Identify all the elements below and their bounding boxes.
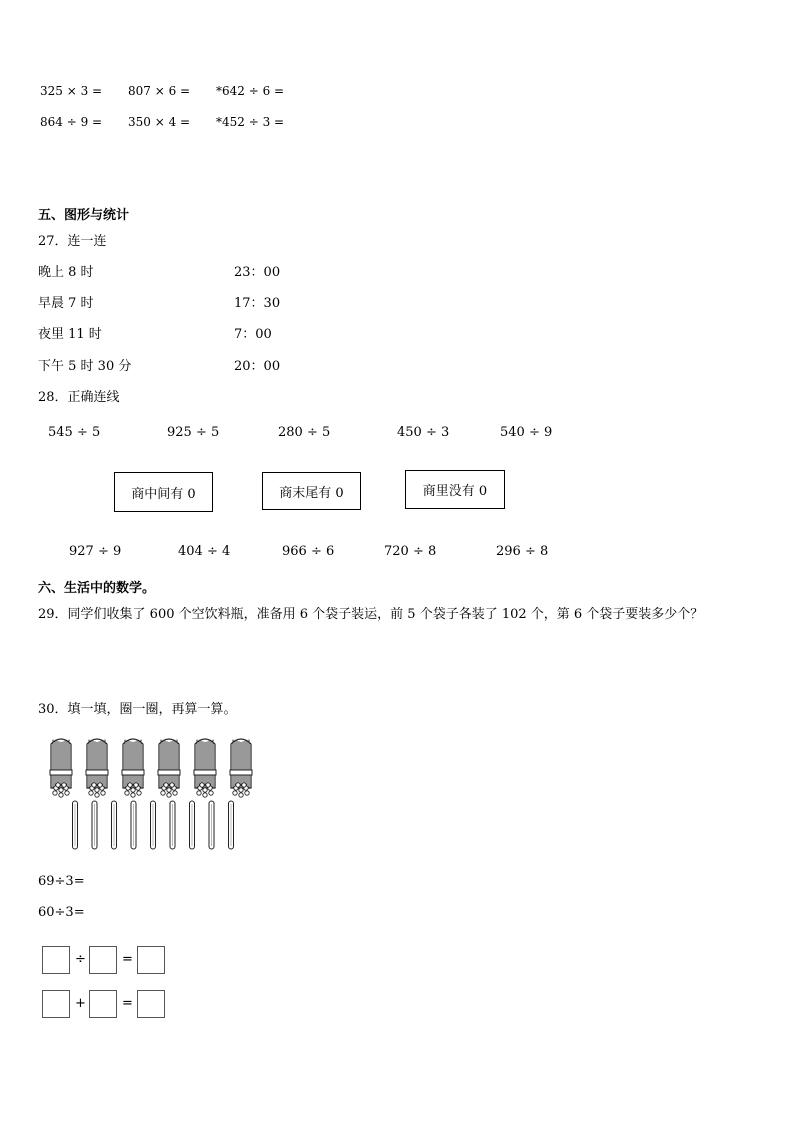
division-expression[interactable]: 545 ÷ 5 bbox=[48, 425, 101, 440]
division-expression[interactable]: 540 ÷ 9 bbox=[500, 425, 553, 440]
match-item[interactable]: 晚上 8 时 bbox=[38, 265, 94, 280]
division-expression[interactable]: 925 ÷ 5 bbox=[167, 425, 220, 440]
answer-box[interactable] bbox=[89, 946, 117, 974]
calc-item: 350 × 4 = bbox=[128, 115, 191, 129]
match-item[interactable]: 下午 5 时 30 分 bbox=[38, 359, 132, 374]
category-box[interactable]: 商末尾有 0 bbox=[262, 472, 361, 510]
single-stick-icon bbox=[151, 801, 156, 849]
operator: = bbox=[122, 952, 133, 967]
stick-bundle-icon bbox=[86, 739, 108, 797]
single-stick-icon bbox=[131, 801, 136, 849]
word-problem: 29．同学们收集了 600 个空饮料瓶，准备用 6 个袋子装运，前 5 个袋子各装了 102 个，第 6 个袋子要装多少个？ bbox=[38, 607, 704, 622]
single-stick-icon bbox=[209, 801, 214, 849]
stick-bundle-icon bbox=[230, 739, 252, 797]
division-expression[interactable]: 720 ÷ 8 bbox=[384, 544, 437, 559]
category-box[interactable]: 商中间有 0 bbox=[114, 472, 213, 512]
calc-item: *642 ÷ 6 = bbox=[216, 84, 285, 98]
calc-item: 325 × 3 = bbox=[40, 84, 103, 98]
division-expression[interactable]: 404 ÷ 4 bbox=[178, 544, 231, 559]
answer-box[interactable] bbox=[137, 946, 165, 974]
division-expression[interactable]: 966 ÷ 6 bbox=[282, 544, 335, 559]
match-item[interactable]: 7：00 bbox=[234, 327, 272, 342]
single-stick-icon bbox=[170, 801, 175, 849]
operator: + bbox=[75, 996, 86, 1011]
match-item[interactable]: 17：30 bbox=[234, 296, 281, 311]
calc-item: *452 ÷ 3 = bbox=[216, 115, 285, 129]
equation-prompt: 69÷3= bbox=[38, 874, 85, 889]
stick-bundle-icon bbox=[122, 739, 144, 797]
calc-item: 807 × 6 = bbox=[128, 84, 191, 98]
section-title: 六、生活中的数学。 bbox=[38, 581, 156, 596]
single-stick-icon bbox=[112, 801, 117, 849]
single-stick-icon bbox=[190, 801, 195, 849]
division-expression[interactable]: 927 ÷ 9 bbox=[69, 544, 122, 559]
question-title: 27．连一连 bbox=[38, 234, 107, 249]
stick-bundle-icon bbox=[194, 739, 216, 797]
answer-box[interactable] bbox=[137, 990, 165, 1018]
answer-box[interactable] bbox=[42, 946, 70, 974]
answer-box[interactable] bbox=[89, 990, 117, 1018]
division-expression[interactable]: 450 ÷ 3 bbox=[397, 425, 450, 440]
match-item[interactable]: 20：00 bbox=[234, 359, 281, 374]
answer-box[interactable] bbox=[42, 990, 70, 1018]
stick-bundle-icon bbox=[50, 739, 72, 797]
category-box[interactable]: 商里没有 0 bbox=[405, 470, 505, 509]
single-stick-icon bbox=[73, 801, 78, 849]
equation-prompt: 60÷3= bbox=[38, 905, 85, 920]
match-item[interactable]: 夜里 11 时 bbox=[38, 327, 102, 342]
division-expression[interactable]: 296 ÷ 8 bbox=[496, 544, 549, 559]
calc-item: 864 ÷ 9 = bbox=[40, 115, 103, 129]
single-stick-icon bbox=[92, 801, 97, 849]
division-expression[interactable]: 280 ÷ 5 bbox=[278, 425, 331, 440]
match-item[interactable]: 早晨 7 时 bbox=[38, 296, 94, 311]
stick-bundle-icon bbox=[158, 739, 180, 797]
question-title: 28．正确连线 bbox=[38, 390, 120, 405]
match-item[interactable]: 23：00 bbox=[234, 265, 281, 280]
single-stick-icon bbox=[229, 801, 234, 849]
question-title: 30．填一填，圈一圈，再算一算。 bbox=[38, 702, 237, 717]
operator: = bbox=[122, 996, 133, 1011]
section-title: 五、图形与统计 bbox=[38, 208, 130, 223]
operator: ÷ bbox=[75, 952, 86, 967]
